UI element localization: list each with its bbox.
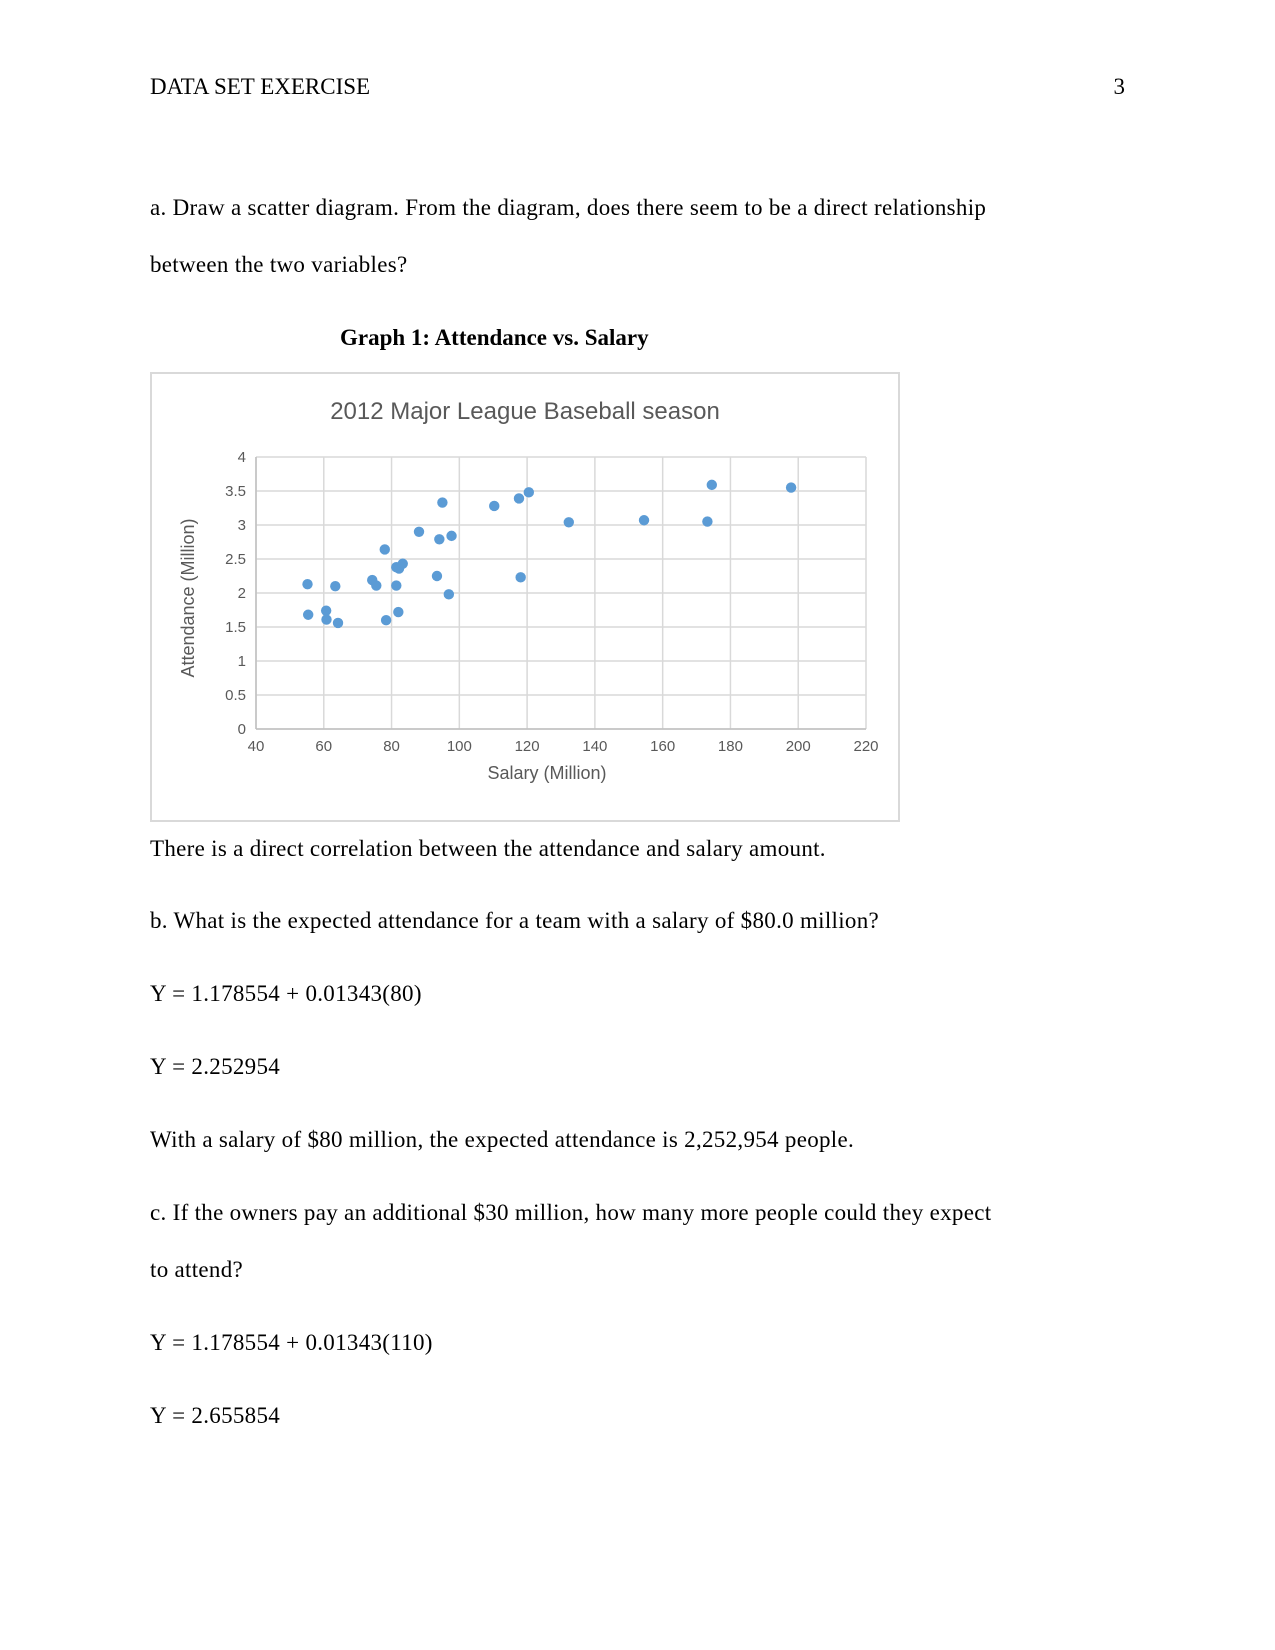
data-point — [437, 497, 447, 507]
data-point — [371, 580, 381, 590]
x-tick-label: 100 — [446, 738, 472, 755]
data-point — [707, 480, 717, 490]
x-tick-label: 120 — [514, 738, 540, 755]
y-tick-label: 1.5 — [225, 619, 246, 636]
data-point — [434, 534, 444, 544]
question-a-line2: between the two variables? — [150, 252, 408, 277]
y-tick-label: 2.5 — [225, 551, 246, 568]
x-tick-label: 160 — [650, 738, 676, 755]
equation-b1: Y = 1.178554 + 0.01343(80) — [150, 981, 422, 1006]
y-tick-label: 3.5 — [225, 483, 246, 500]
y-tick-label: 1 — [237, 653, 246, 670]
data-point — [524, 487, 534, 497]
y-tick-label: 4 — [237, 449, 246, 466]
data-point — [302, 579, 312, 589]
chart-points — [302, 480, 796, 628]
question-b: b. What is the expected attendance for a team with a salary of $80.0 million? — [150, 908, 880, 933]
question-a-line1: a. Draw a scatter diagram. From the diagram, does there seem to be a direct relationship — [150, 195, 987, 220]
x-tick-label: 80 — [383, 738, 400, 755]
data-point — [446, 531, 456, 541]
figure-caption: Graph 1: Attendance vs. Salary — [340, 325, 649, 350]
x-tick-label: 40 — [247, 738, 265, 755]
data-point — [639, 515, 649, 525]
data-point — [702, 516, 712, 526]
data-point — [330, 581, 340, 591]
x-tick-label: 200 — [785, 738, 811, 755]
question-c-line2: to attend? — [150, 1257, 244, 1282]
data-point — [515, 572, 525, 582]
data-point — [381, 615, 391, 625]
data-point — [380, 544, 390, 554]
data-point — [414, 527, 424, 537]
data-point — [514, 493, 524, 503]
y-axis-label: Attendance (Million) — [178, 518, 198, 678]
data-point — [444, 589, 454, 599]
data-point — [432, 571, 442, 581]
running-head: DATA SET EXERCISE — [150, 74, 371, 99]
page-number: 3 — [1113, 74, 1125, 99]
data-point — [321, 605, 331, 615]
chart-grid — [256, 457, 866, 729]
y-tick-label: 2 — [237, 585, 246, 602]
equation-c1: Y = 1.178554 + 0.01343(110) — [150, 1330, 433, 1355]
data-point — [786, 482, 796, 492]
equation-c2: Y = 2.655854 — [150, 1403, 281, 1428]
data-point — [333, 618, 343, 628]
data-point — [564, 517, 574, 527]
y-tick-label: 0.5 — [225, 687, 246, 704]
x-axis-label: Salary (Million) — [487, 763, 607, 783]
y-tick-label: 0 — [237, 721, 246, 738]
x-tick-label: 60 — [315, 738, 333, 755]
x-tick-label: 220 — [853, 738, 879, 755]
equation-b2: Y = 2.252954 — [150, 1054, 281, 1079]
data-point — [303, 610, 313, 620]
answer-a: There is a direct correlation between the attendance and salary amount. — [150, 836, 826, 861]
data-point — [321, 614, 331, 624]
data-point — [391, 580, 401, 590]
x-tick-label: 140 — [582, 738, 608, 755]
answer-b: With a salary of $80 million, the expected attendance is 2,252,954 people. — [150, 1127, 855, 1152]
data-point — [398, 559, 408, 569]
question-c-line1: c. If the owners pay an additional $30 million, how many more people could they expect — [150, 1200, 992, 1225]
scatter-chart — [152, 374, 898, 820]
y-tick-label: 3 — [237, 517, 246, 534]
data-point — [393, 607, 403, 617]
chart-frame — [150, 372, 900, 822]
chart-title: 2012 Major League Baseball season — [330, 398, 720, 425]
data-point — [489, 501, 499, 511]
x-tick-label: 180 — [717, 738, 743, 755]
